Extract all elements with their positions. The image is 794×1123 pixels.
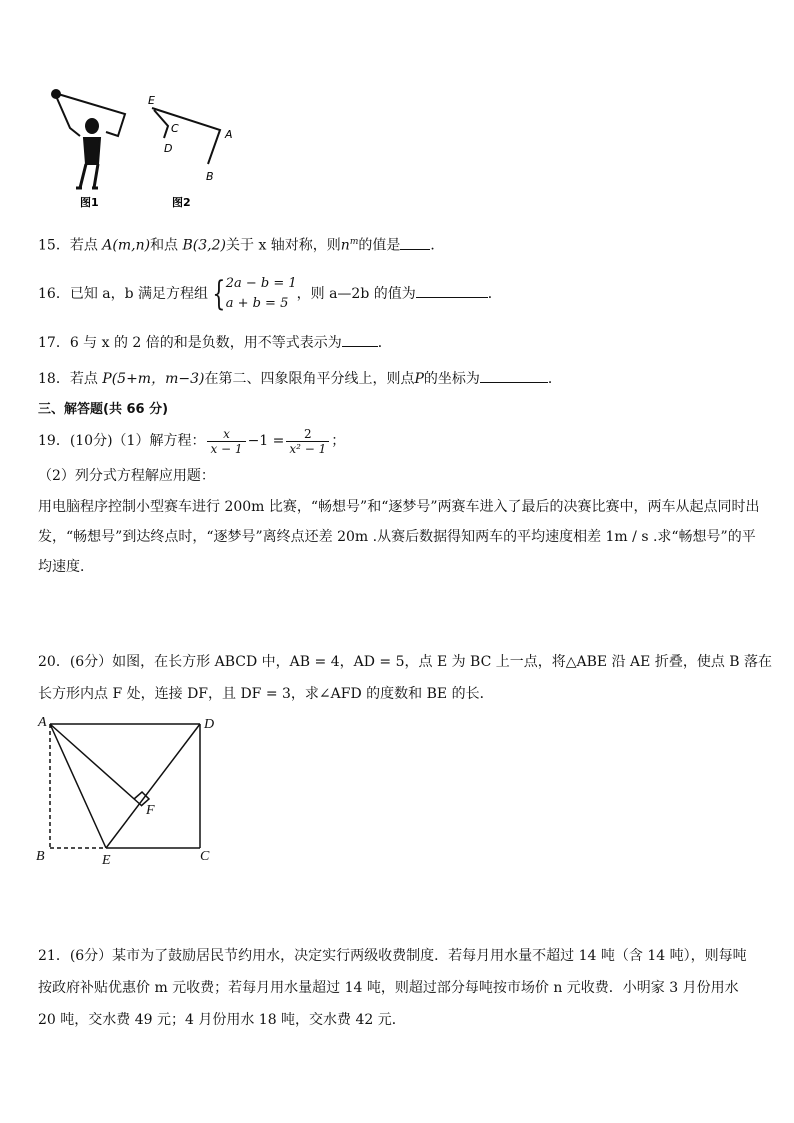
label-C: C [200,849,210,864]
figure-1-drawing [52,90,125,188]
q19-fraction-1 [207,427,245,456]
q20-rectangle-diagram [34,714,224,870]
question-15 [38,232,444,256]
q19-fraction-1-denominator: x − 1 [210,441,243,456]
q16-text-2: ，则 a—2b 的值为 [296,286,416,302]
q19-fraction-1-numerator: x [207,427,245,442]
segment-AF [50,724,142,806]
q18-answer-blank[interactable] [480,368,548,383]
q16-equation-1: 2a − b = 1 [225,276,297,291]
label-A: A [38,715,47,730]
question-18 [38,368,562,389]
q15-point-b: B(3,2) [182,237,226,254]
label-F: F [146,803,155,818]
q19-part-2-problem: 用电脑程序控制小型赛车进行 200m 比赛，“畅想号”和“逐梦号”两赛车进入了最后的决赛比赛中，两车从起点同时出发，“畅想号”到达终点时，“逐梦号”离终点还差 20m .从赛后数据得知两车的平均速度相差 1m / s .求“畅想号”的平均速度． [38,499,760,575]
question-17 [38,332,392,353]
question-21: 21．(6分）某市为了鼓励居民节约用水，决定实行两级收费制度．若每月用水量不超过 14 吨（含 14 吨），则每吨按政府补贴优惠价 m 元收费；若每月用水量超过 14 吨，则超过部分每吨按市场价 n 元收费．小明家 3 月份用水 20 吨，交水费 49 元；4 月份用水 18 吨，交水费 42 元． [38,948,747,1028]
fig2-label-E: E [148,94,155,107]
figure-2-drawing [152,108,220,164]
q18-number: 18． [38,371,70,387]
q19-fraction-2-denominator: x² − 1 [289,441,327,456]
q16-answer-blank[interactable] [416,283,488,298]
figure-2-caption: 图2 [172,196,191,209]
section-3-heading: 三、解答题(共 66 分) [38,402,169,417]
q19-fraction-2 [286,427,329,456]
q16-equation-system [226,274,297,314]
question-16 [38,274,502,314]
q16-end: ． [487,286,502,302]
label-B: B [36,849,45,864]
q15-answer-blank[interactable] [400,235,430,250]
q19-minus-one: −1 = [247,433,285,449]
q15-text-3: 关于 x 轴对称，则 [226,237,341,254]
q17-answer-blank[interactable] [342,332,378,347]
q20-line-1: 20．(6分）如图，在长方形 ABCD 中，AB = 4，AD = 5，点 E 为 BC 上一点，将△ABE 沿 AE 折叠，使点 B 落在 [38,654,773,670]
q19-part-2-heading: （2）列分式方程解应用题： [38,468,215,484]
figure-1-2-image [40,80,250,215]
segment-AE [50,724,106,848]
q16-text-1: 已知 a，b 满足方程组 [69,286,209,302]
question-19-part-1 [38,424,345,458]
fig2-label-C: C [171,122,179,135]
q17-text: 17．6 与 x 的 2 倍的和是负数，用不等式表示为 [38,335,342,351]
q15-number: 15． [38,237,70,254]
q18-text-2: 在第二、四象限角平分线上，则点 [204,371,415,387]
q18-text-1: 若点 [69,371,98,387]
figure-1-caption: 图1 [80,196,99,209]
q16-number: 16． [38,286,70,302]
q16-brace: { [212,274,226,314]
q15-expr-exponent: m [349,237,359,247]
q19-semicolon: ； [331,433,346,449]
q15-expr-base: n [340,237,350,254]
q18-text-3: 的坐标为 [423,371,480,387]
fig2-label-D: D [164,142,173,155]
q18-point: P(5+m，m−3) [102,371,205,387]
q15-text-2: 和点 [150,237,179,254]
q19-heading: 19．(10分)（1）解方程： [38,433,206,449]
q15-text-1: 若点 [69,237,98,254]
q15-point-a: A(m,n) [102,237,151,254]
label-D: D [204,717,215,732]
q20-line-2: 长方形内点 F 处，连接 DF，且 DF = 3，求∠AFD 的度数和 BE 的长． [38,686,494,702]
q16-equation-2: a + b = 5 [225,296,289,311]
fig2-label-B: B [206,170,214,183]
fig2-label-A: A [225,128,233,141]
q15-text-4: 的值是 [358,237,401,254]
q18-point-label: P [414,371,424,387]
q19-fraction-2-numerator: 2 [286,427,329,442]
q17-end: ． [377,335,392,351]
q15-end: ． [430,237,445,254]
label-E: E [102,853,111,868]
q18-end: ． [547,371,562,387]
